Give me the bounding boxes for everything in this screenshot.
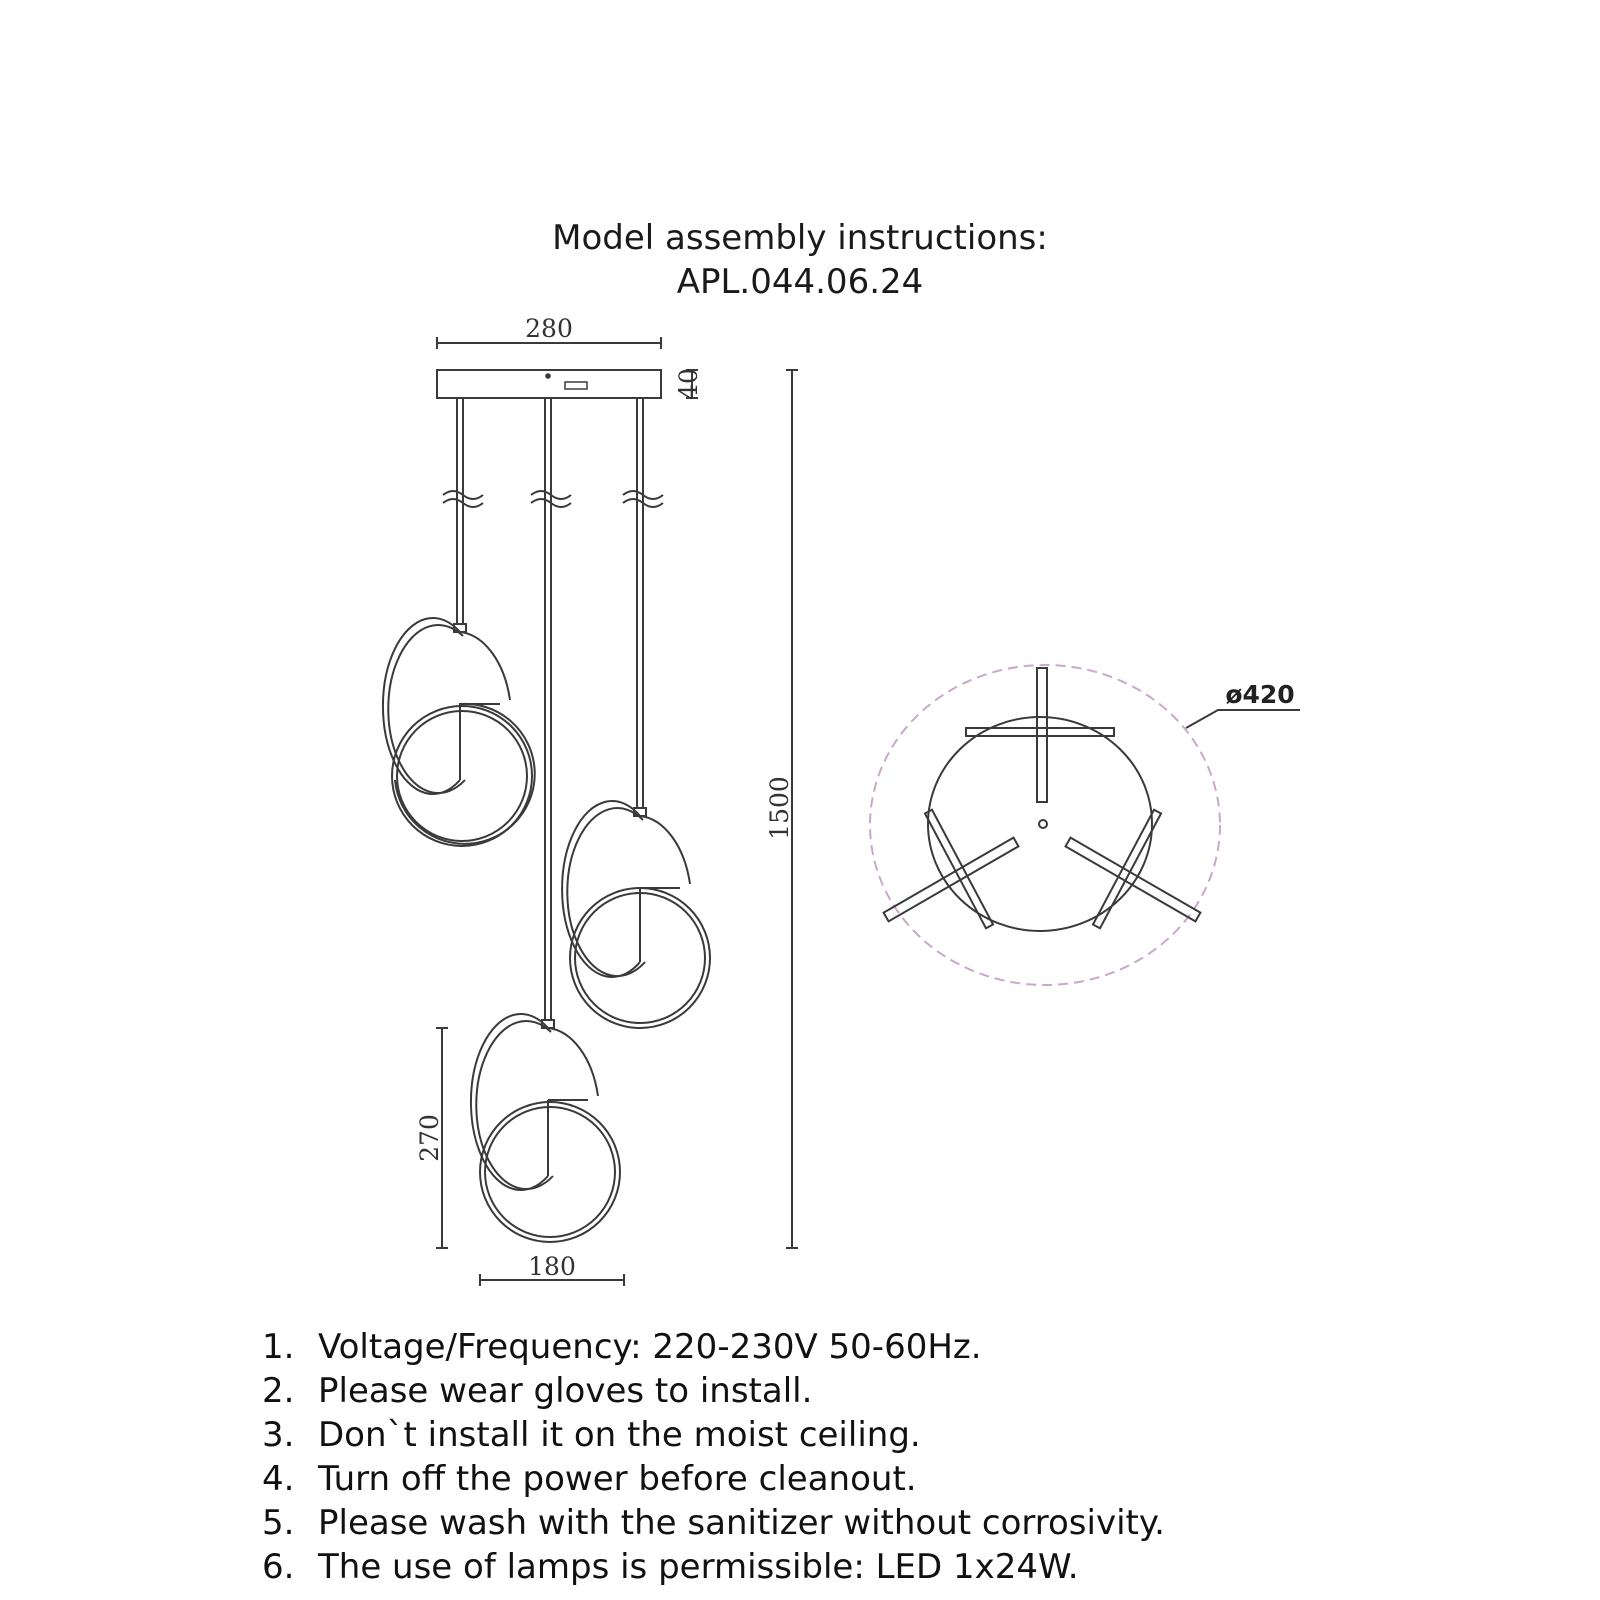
instruction-text: Voltage/Frequency: 220-230V 50-60Hz. <box>318 1327 982 1367</box>
instruction-item <box>262 1457 1165 1501</box>
total-height-label: 1500 <box>765 776 794 840</box>
pendant-shade-2 <box>562 801 710 1028</box>
instruction-number: 2. <box>262 1371 295 1411</box>
instruction-text: Please wash with the sanitizer without corrosivity. <box>318 1503 1165 1543</box>
instruction-number: 6. <box>262 1547 295 1587</box>
canopy-width-label: 280 <box>525 314 573 343</box>
diameter-leader <box>1186 710 1300 728</box>
shade-height-label: 270 <box>415 1114 444 1162</box>
shade-width-label: 180 <box>528 1252 576 1281</box>
instruction-text: The use of lamps is permissible: LED 1x24W. <box>318 1547 1079 1587</box>
diameter-outline <box>870 665 1220 985</box>
instruction-number: 3. <box>262 1415 295 1455</box>
diameter-label: ø420 <box>1225 680 1295 709</box>
instruction-number: 1. <box>262 1327 295 1367</box>
title-line-1: Model assembly instructions: <box>552 218 1048 258</box>
canopy-detail <box>546 374 587 389</box>
canopy-height-label: 40 <box>674 368 703 400</box>
instruction-item <box>262 1501 1165 1545</box>
instruction-text: Please wear gloves to install. <box>318 1371 813 1411</box>
instruction-number: 4. <box>262 1459 295 1499</box>
instruction-text: Don`t install it on the moist ceiling. <box>318 1415 921 1455</box>
pendant-shade-3 <box>471 1014 620 1242</box>
pendant-shade-1 <box>383 618 535 846</box>
instruction-item <box>262 1369 1165 1413</box>
model-number: APL.044.06.24 <box>676 262 924 302</box>
instruction-number: 5. <box>262 1503 295 1543</box>
instruction-item <box>262 1413 1165 1457</box>
instruction-item <box>262 1325 1165 1369</box>
cable-break-marks <box>443 491 663 507</box>
instruction-item <box>262 1545 1165 1589</box>
instruction-text: Turn off the power before cleanout. <box>318 1459 917 1499</box>
instruction-list <box>262 1325 1165 1589</box>
plan-view <box>870 665 1300 985</box>
